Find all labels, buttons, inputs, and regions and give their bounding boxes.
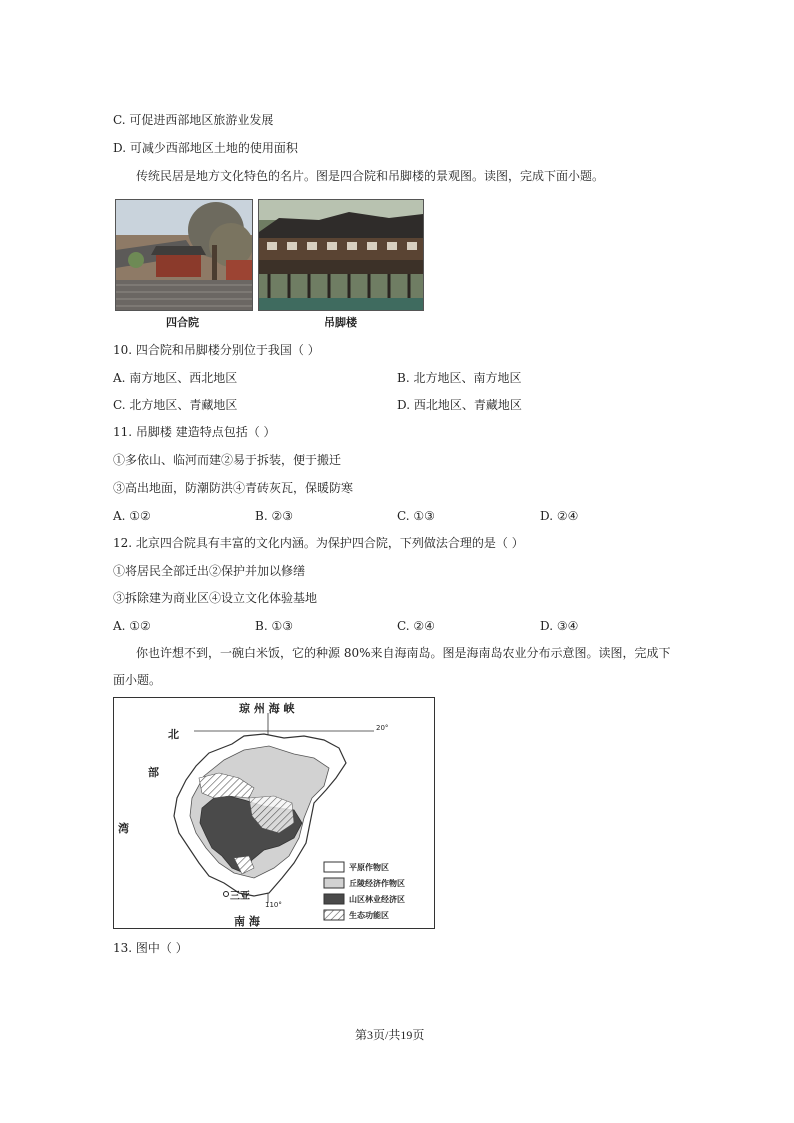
diaojiaolou-image (259, 200, 423, 310)
siheyuan-photo (115, 199, 253, 311)
diaojiaolou-caption: 吊脚楼 (324, 316, 357, 329)
sanya-label: 三亚 (230, 891, 250, 902)
q12-line1: ①将居民全部迁出②保护并加以修缮 (113, 564, 306, 578)
legend-eco: 生态功能区 (349, 911, 389, 920)
q12-option-d: D. ③④ (540, 619, 579, 633)
q10-option-d: D. 西北地区、青藏地区 (397, 398, 522, 412)
page-footer: 第3页/共19页 (355, 1028, 425, 1042)
q11-option-a: A. ①② (113, 509, 151, 523)
option-c-prev: C. 可促进西部地区旅游业发展 (113, 113, 274, 127)
legend-hilly: 丘陵经济作物区 (349, 879, 405, 888)
siheyuan-caption: 四合院 (166, 316, 199, 329)
beibu-char-1: 北 (168, 728, 179, 741)
longitude-label: 110° (265, 901, 282, 909)
q11-line1: ①多依山、临河而建②易于拆装，便于搬迁 (113, 453, 342, 467)
beibu-char-2: 部 (148, 766, 159, 779)
q11-line2: ③高出地面，防潮防洪④青砖灰瓦，保暖防寒 (113, 481, 354, 495)
sanya-marker (224, 892, 229, 897)
q11-stem: 11. 吊脚楼 建造特点包括（ ） (113, 425, 276, 439)
siheyuan-image (116, 200, 252, 310)
intro-paragraph-2-line1: 你也许想不到，一碗白米饭，它的种源 80%来自海南岛。图是海南岛农业分布示意图。读图，完成下 (136, 646, 671, 660)
q11-option-d: D. ②④ (540, 509, 579, 523)
intro-paragraph-2-line2: 面小题。 (113, 673, 162, 687)
strait-label: 琼 州 海 峡 (239, 702, 295, 715)
q12-option-a: A. ①② (113, 619, 151, 633)
legend-plain: 平原作物区 (349, 863, 389, 872)
beibu-char-3: 湾 (118, 822, 129, 835)
legend-mountain: 山区林业经济区 (349, 895, 405, 904)
south-sea-label: 南 海 (234, 915, 260, 928)
diaojiaolou-photo (258, 199, 424, 311)
hainan-map (113, 697, 435, 929)
q10-stem: 10. 四合院和吊脚楼分别位于我国（ ） (113, 343, 320, 357)
q12-stem: 12. 北京四合院具有丰富的文化内涵。为保护四合院，下列做法合理的是（ ） (113, 536, 524, 550)
option-d-prev: D. 可减少西部地区土地的使用面积 (113, 141, 298, 155)
q10-option-b: B. 北方地区、南方地区 (397, 371, 522, 385)
q13-stem: 13. 图中（ ） (113, 941, 188, 955)
q12-option-b: B. ①③ (255, 619, 293, 633)
q10-option-a: A. 南方地区、西北地区 (113, 371, 238, 385)
latitude-label: 20° (376, 724, 389, 732)
q11-option-b: B. ②③ (255, 509, 293, 523)
q10-option-c: C. 北方地区、青藏地区 (113, 398, 238, 412)
q12-line2: ③拆除建为商业区④设立文化体验基地 (113, 591, 318, 605)
q11-option-c: C. ①③ (397, 509, 435, 523)
intro-paragraph-1: 传统民居是地方文化特色的名片。图是四合院和吊脚楼的景观图。读图，完成下面小题。 (136, 169, 605, 183)
q12-option-c: C. ②④ (397, 619, 435, 633)
